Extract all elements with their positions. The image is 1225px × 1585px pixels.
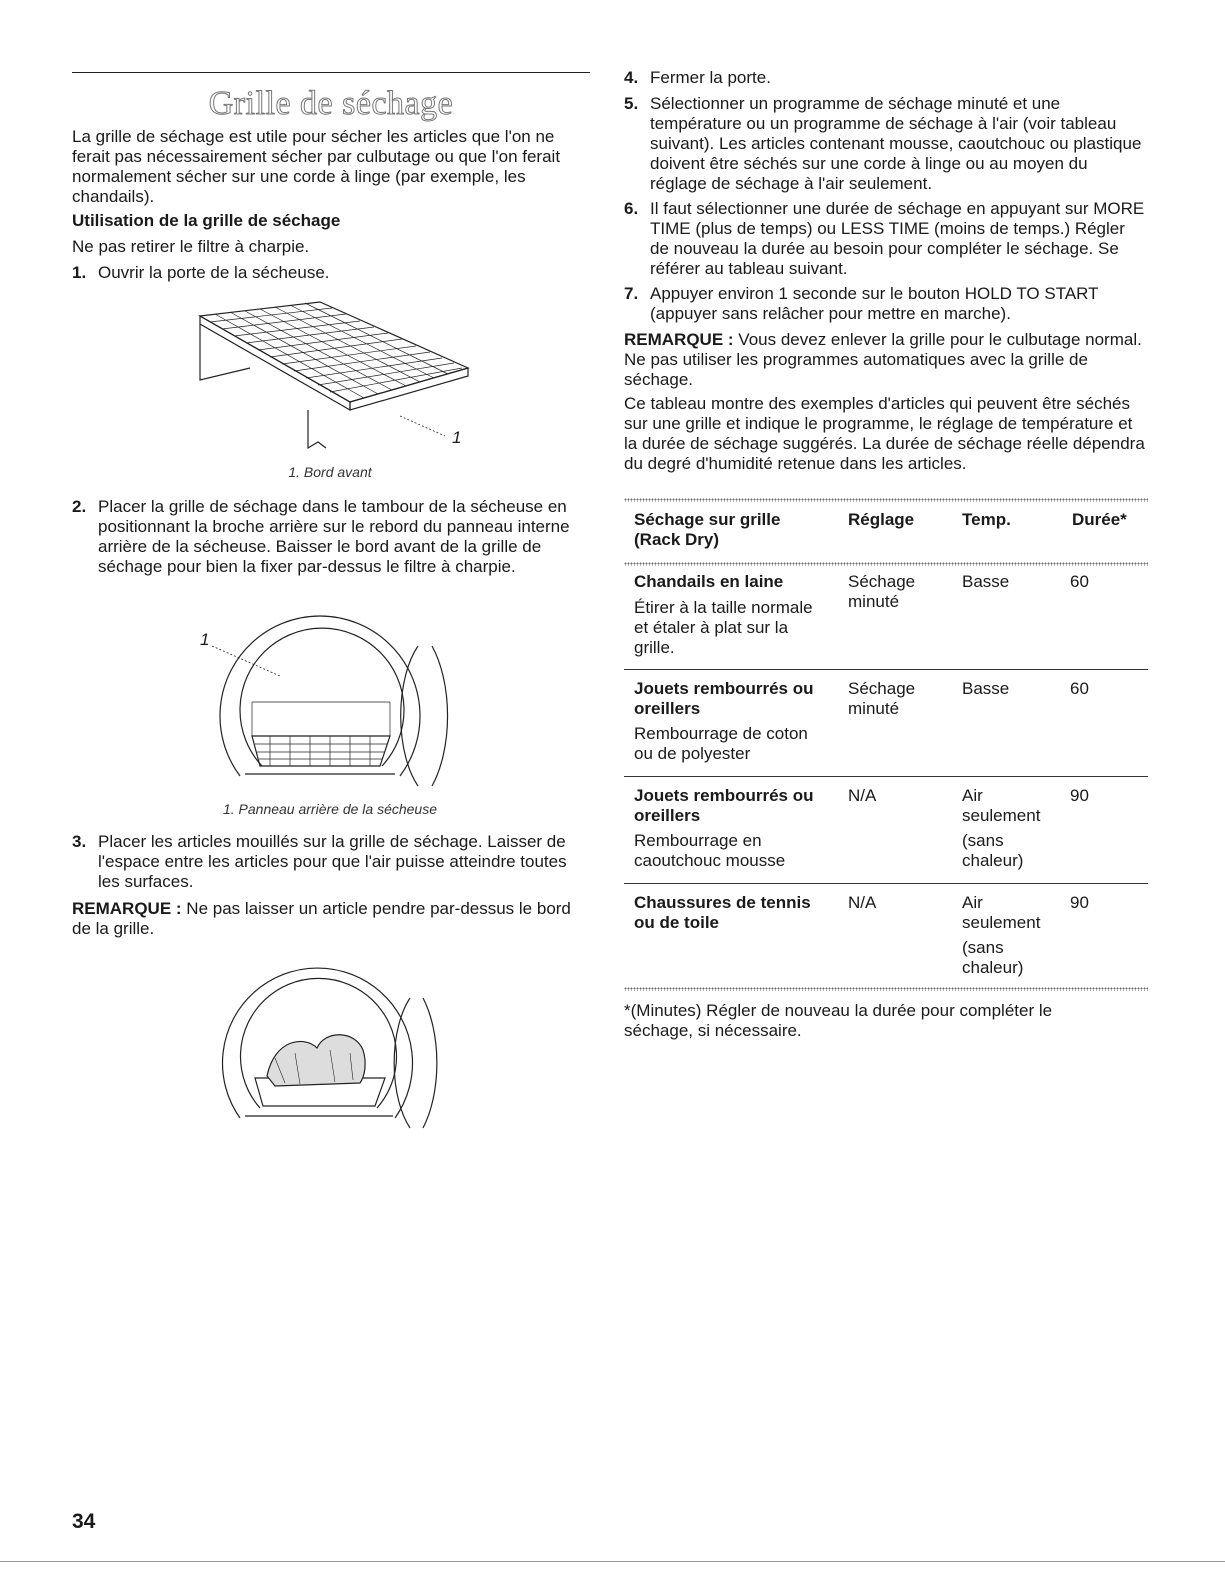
note-label: REMARQUE : bbox=[72, 899, 182, 918]
row3-desc: Rembourrage en caoutchouc mousse bbox=[634, 831, 786, 870]
step-text: Placer les articles mouillés sur la grille de séchage. Laisser de l'espace entre les articles pour que l'air puisse atteindre toutes les surfaces. bbox=[98, 832, 567, 891]
row3-temp: Air seulement bbox=[962, 786, 1041, 825]
row1-setting: Séchage minuté bbox=[848, 572, 916, 611]
step-4 bbox=[624, 68, 1148, 88]
table-footnote: *(Minutes) Régler de nouveau la durée pour compléter le séchage, si nécessaire. bbox=[624, 1001, 1053, 1040]
row2-setting: Séchage minuté bbox=[848, 679, 916, 718]
step-number: 7. bbox=[624, 284, 639, 303]
step-number: 2. bbox=[72, 497, 87, 516]
row2-desc: Rembourrage de coton ou de polyester bbox=[634, 724, 808, 763]
step-number: 4. bbox=[624, 68, 639, 87]
note-text: Vous devez enlever la grille pour le culbutage normal. Ne pas utiliser les programmes automatiques avec la grille de séchage. bbox=[624, 330, 1142, 389]
row2-temp: Basse bbox=[962, 679, 1010, 698]
rack-in-drum-illustration bbox=[200, 606, 470, 796]
no-remove-text: Ne pas retirer le filtre à charpie. bbox=[72, 237, 310, 256]
step-3 bbox=[72, 832, 592, 892]
step-5 bbox=[624, 94, 1148, 194]
step-text: Ouvrir la porte de la sécheuse. bbox=[98, 263, 330, 282]
fig1-caption: 1. Bord avant bbox=[288, 464, 372, 480]
step-number: 6. bbox=[624, 199, 639, 218]
title-rule bbox=[72, 72, 590, 73]
row1-temp: Basse bbox=[962, 572, 1010, 591]
header-border bbox=[624, 562, 1148, 566]
usage-heading: Utilisation de la grille de séchage bbox=[72, 211, 341, 230]
left-note bbox=[72, 899, 572, 939]
step-1 bbox=[72, 263, 592, 283]
items-on-rack-illustration bbox=[205, 958, 465, 1138]
row4-setting: N/A bbox=[848, 893, 877, 912]
row2-time: 60 bbox=[1070, 679, 1089, 698]
row4-time: 90 bbox=[1070, 893, 1089, 912]
step-number: 5. bbox=[624, 94, 639, 113]
row4-item: Chaussures de tennis ou de toile bbox=[634, 893, 811, 932]
step-text: Placer la grille de séchage dans le tambour de la sécheuse en positionnant la broche arrière sur le rebord du panneau interne arrière de la sécheuse. Baisser le bord avant de la grille de séchage pour bien la fixer par-dessus le filtre à charpie. bbox=[98, 497, 570, 576]
fig2-caption: 1. Panneau arrière de la sécheuse bbox=[222, 801, 438, 817]
row-divider bbox=[624, 776, 1148, 777]
step-text: Fermer la porte. bbox=[650, 68, 771, 87]
step-text: Appuyer environ 1 seconde sur le bouton HOLD TO START (appuyer sans relâcher pour mettre en marche). bbox=[650, 284, 1099, 323]
row4-temp: Air seulement bbox=[962, 893, 1041, 932]
row1-desc: Étirer à la taille normale et étaler à plat sur la grille. bbox=[634, 598, 813, 657]
row-divider bbox=[624, 669, 1148, 670]
step-2 bbox=[72, 497, 592, 577]
page-number: 34 bbox=[72, 1510, 96, 1533]
note-label: REMARQUE : bbox=[624, 330, 734, 349]
step-text: Sélectionner un programme de séchage minuté et une température ou un programme de séchage à l'air (voir tableau suivant). Les articles contenant mousse, caoutchouc ou plastique doivent être séchés sur une corde à linge ou au moyen du réglage de séchage à l'air seulement. bbox=[650, 94, 1142, 193]
row4-temp-note: (sans chaleur) bbox=[962, 938, 1024, 977]
row3-temp-note: (sans chaleur) bbox=[962, 831, 1024, 870]
header-setting: Réglage bbox=[848, 510, 915, 529]
row2-item: Jouets rembourrés ou oreillers bbox=[634, 679, 814, 718]
step-7 bbox=[624, 284, 1148, 324]
table-top-border bbox=[624, 498, 1148, 502]
row-divider bbox=[624, 883, 1148, 884]
header-time: Durée* bbox=[1072, 510, 1127, 529]
page-title: Grille de séchage bbox=[208, 85, 454, 122]
row1-time: 60 bbox=[1070, 572, 1089, 591]
intro-paragraph: La grille de séchage est utile pour sécher les articles que l'on ne ferait pas nécessairement sécher par culbutage ou que l'on ferait normalement sécher sur une corde à linge (par exemple, les chandails). bbox=[72, 127, 561, 206]
row3-item: Jouets rembourrés ou oreillers bbox=[634, 786, 814, 825]
step-text: Il faut sélectionner une durée de séchage en appuyant sur MORE TIME (plus de temps) ou LESS TIME (moins de temps.) Régler de nouveau la durée au besoin pour compléter le séchage. Se référer au tableau suivant. bbox=[650, 199, 1145, 278]
right-note bbox=[624, 330, 1148, 390]
row3-time: 90 bbox=[1070, 786, 1089, 805]
row3-setting: N/A bbox=[848, 786, 877, 805]
page-bottom-rule bbox=[0, 1561, 1225, 1562]
note-text: Ne pas laisser un article pendre par-dessus le bord de la grille. bbox=[72, 899, 571, 938]
header-item: Séchage sur grille (Rack Dry) bbox=[634, 510, 781, 549]
step-6 bbox=[624, 199, 1148, 279]
step-number: 1. bbox=[72, 263, 87, 282]
table-bottom-border bbox=[624, 987, 1148, 991]
table-intro: Ce tableau montre des exemples d'articles qui peuvent être séchés sur une grille et indique le programme, le réglage de température et la durée de séchage suggérés. La durée de séchage réelle dépendra du degré d'humidité retenue dans les articles. bbox=[624, 394, 1145, 473]
row1-item: Chandails en laine bbox=[634, 572, 784, 591]
drying-rack-illustration bbox=[190, 298, 490, 458]
fig2-callout: 1 bbox=[200, 630, 210, 649]
fig1-callout: 1 bbox=[452, 428, 462, 447]
header-temp: Temp. bbox=[962, 510, 1011, 529]
step-number: 3. bbox=[72, 832, 87, 851]
